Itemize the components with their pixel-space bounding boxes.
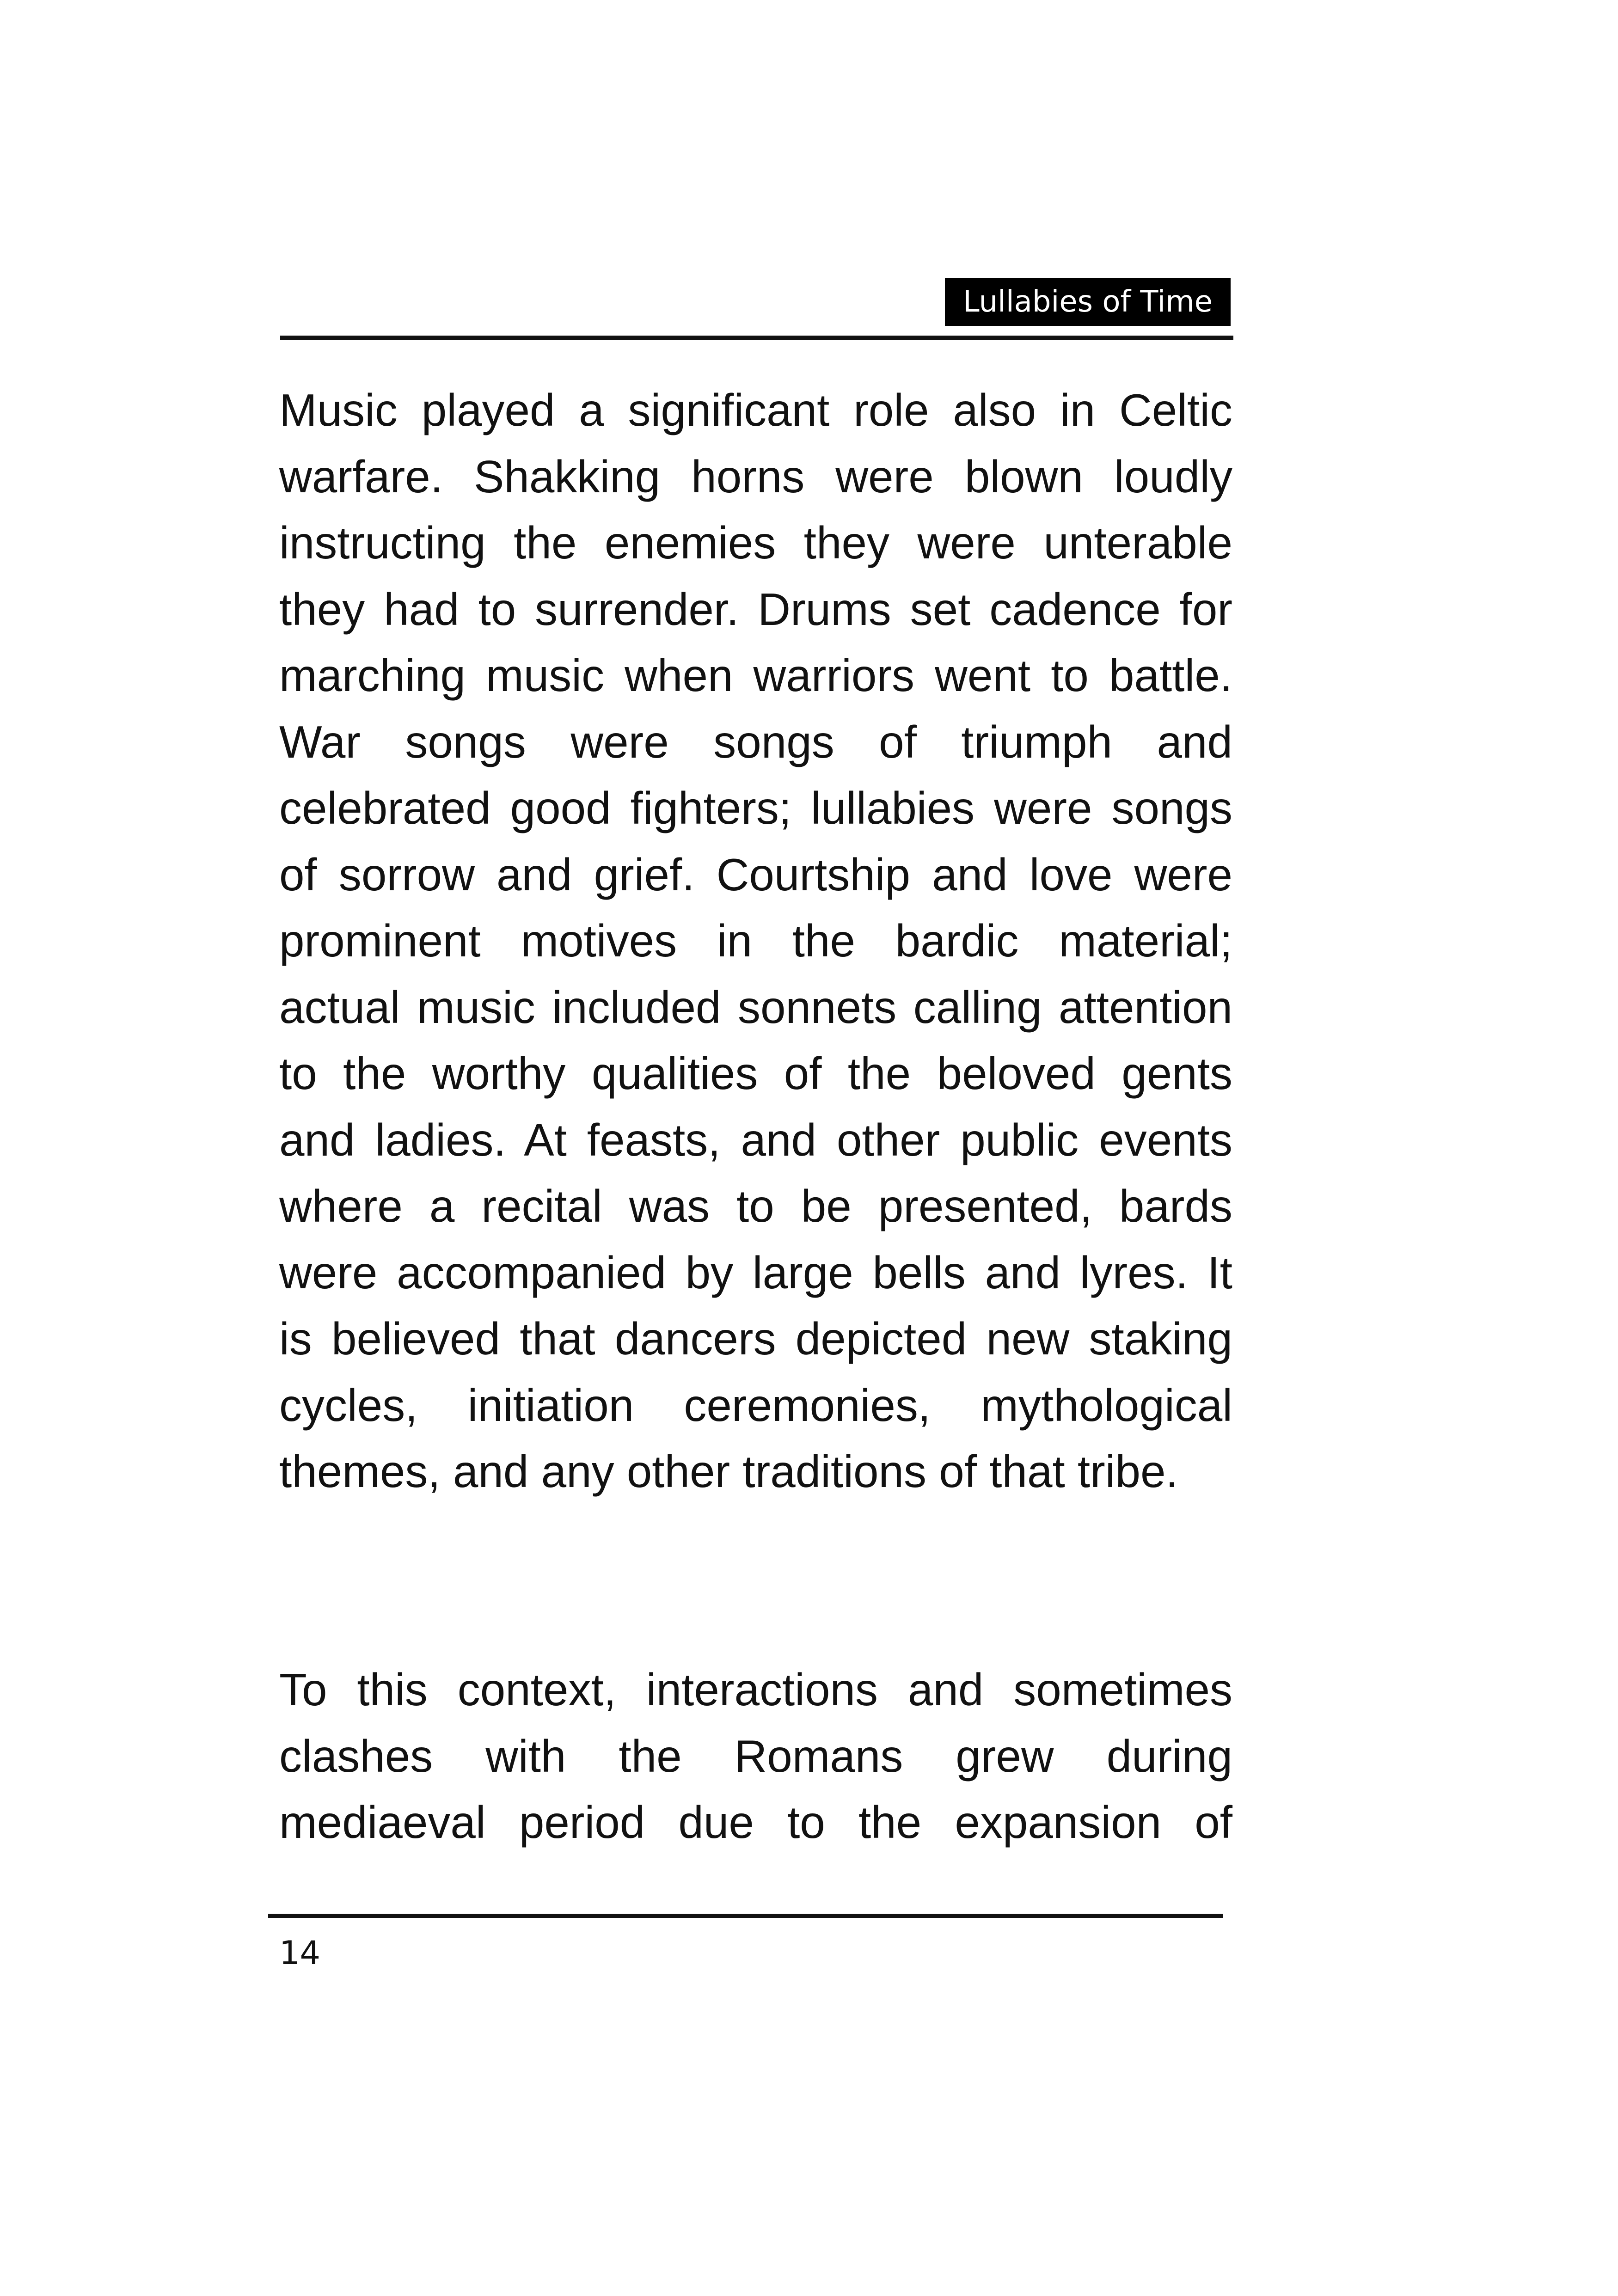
- paragraph-line: themes, and any other traditions of that tribe.: [279, 1446, 1178, 1497]
- paragraph-line: instructing the enemies they were unterable: [279, 517, 1232, 568]
- header-rule: [280, 336, 1233, 340]
- paragraph-line: marching music when warriors went to battle.: [279, 650, 1232, 701]
- paragraph-line: of sorrow and grief. Courtship and love were: [279, 849, 1232, 900]
- paragraph-line: mediaeval period due to the expansion of: [279, 1797, 1232, 1848]
- paragraph-line: clashes with the Romans grew during: [279, 1730, 1232, 1782]
- paragraph-line: prominent motives in the bardic material;: [279, 915, 1232, 966]
- running-header-title: Lullabies of Time: [945, 278, 1231, 326]
- paragraph-line: were accompanied by large bells and lyres. It: [279, 1247, 1232, 1298]
- paragraph-line: they had to surrender. Drums set cadence for: [279, 583, 1232, 635]
- paragraph-line: To this context, interactions and sometimes: [279, 1664, 1232, 1715]
- body-paragraph-1: [279, 377, 1232, 1505]
- paragraph-line: warfare. Shakking horns were blown loudly: [279, 451, 1232, 502]
- paragraph-line: actual music included sonnets calling attention: [279, 981, 1232, 1033]
- paragraph-line: is believed that dancers depicted new staking: [279, 1313, 1232, 1364]
- body-paragraph-2: [279, 1657, 1232, 1856]
- paragraph-line: and ladies. At feasts, and other public events: [279, 1114, 1232, 1165]
- page-number: 14: [279, 1934, 321, 1972]
- paragraph-line: to the worthy qualities of the beloved gents: [279, 1048, 1232, 1099]
- paragraph-line: celebrated good fighters; lullabies were songs: [279, 783, 1232, 833]
- footer-rule: [268, 1914, 1223, 1918]
- paragraph-line: cycles, initiation ceremonies, mythological: [279, 1379, 1232, 1431]
- paragraph-line: where a recital was to be presented, bards: [279, 1181, 1232, 1231]
- paragraph-line: War songs were songs of triumph and: [279, 716, 1232, 767]
- paragraph-line: Music played a significant role also in Celtic: [279, 385, 1232, 435]
